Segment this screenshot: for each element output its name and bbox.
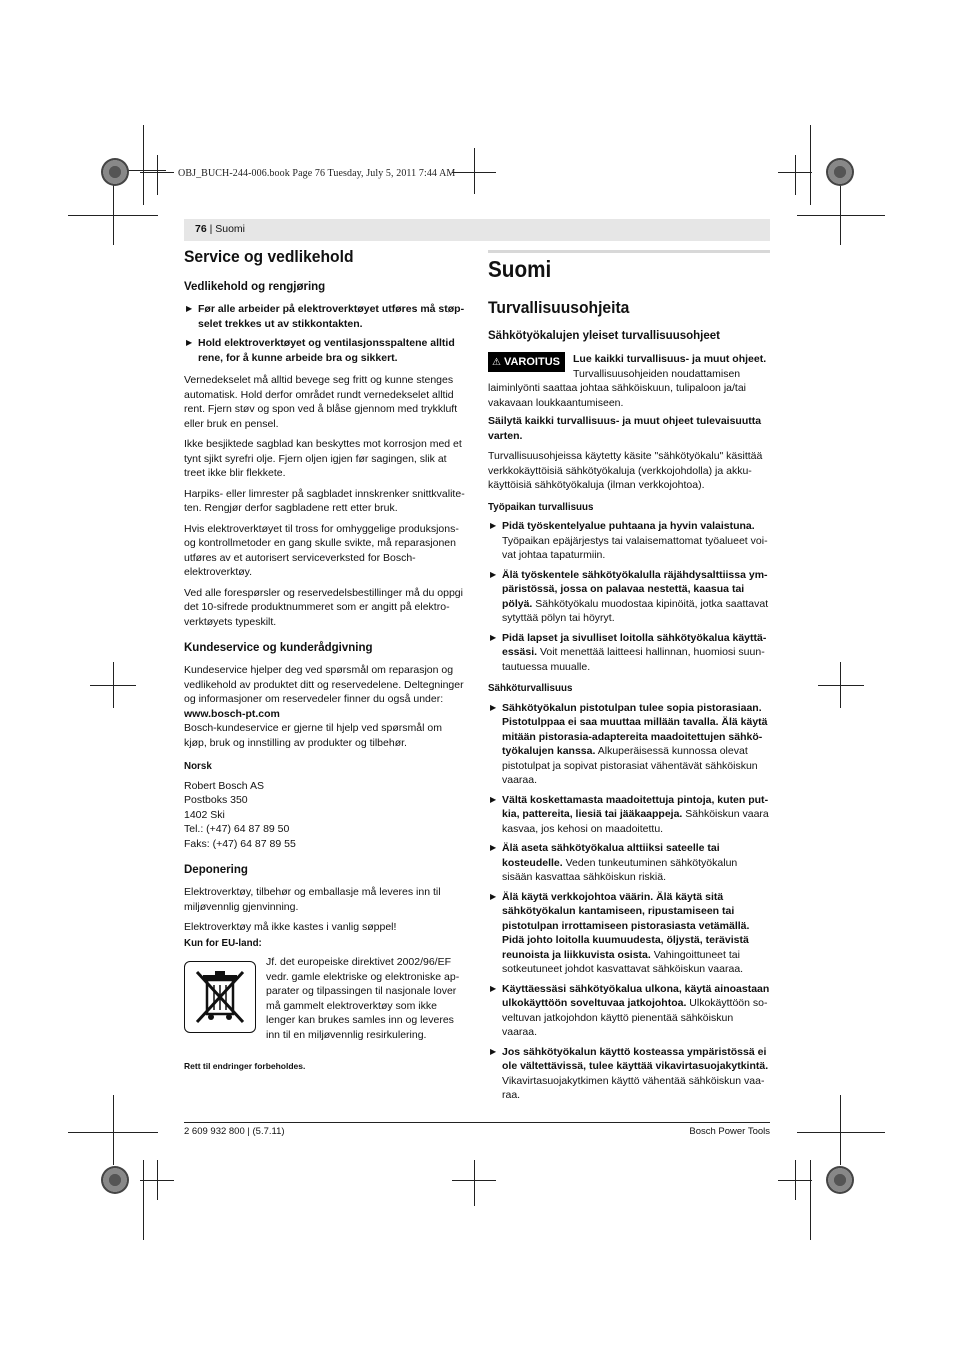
page-number: 76: [195, 223, 207, 235]
paragraph: Hvis elektroverktøyet til tross for omhyggelige produksjons- og kontrollmetoder en gang skulle svikte, må reparasjonen utføres av et autorisert serviceverksted for Bosch-elektroverktøy.: [184, 522, 459, 578]
footer-brand: Bosch Power Tools: [689, 1126, 770, 1137]
crossed-bin-icon: [184, 961, 256, 1033]
list-item: ▶ Vältä koskettamasta maadoitettuja pintoja, kuten putkia, pattereita, liesiä tai jääkaappeja. Sähköiskun vaara kasvaa, jos kehosi on maadoitettu.: [490, 793, 769, 835]
list-item: ▶ Hold elektroverktøyet og ventilasjonsspaltene alltid rene, for å kunne arbeide bra og sikkert.: [186, 337, 455, 364]
electrical-heading: Sähköturvallisuus: [488, 683, 573, 694]
footer-rule: [184, 1122, 770, 1123]
service-title: Service og vedlikehold: [184, 247, 354, 266]
list-item: ▶ Jos sähkötyökalun käyttö kosteassa ympäristössä ei ole vältettävissä, tulee käyttää vikavirtasuojakytkintä. Vikavirtasuojakytkimen käyttö vähentää sähköiskun vaaraa.: [490, 1045, 769, 1101]
maintenance-heading: Vedlikehold og rengjøring: [184, 281, 326, 293]
list-item: ▶ Pidä työskentelyalue puhtaana ja hyvin valaistuna. Työpaikan epäjärjestys tai valaisemattomat työalueet voivat johtaa tapaturmiin.: [490, 520, 768, 561]
customer-service-heading: Kundeservice og kunderådgivning: [184, 642, 373, 654]
country-heading: Norsk: [184, 761, 212, 772]
disposal-heading: Deponering: [184, 864, 248, 876]
paragraph: Turvallisuusohjeissa käytetty käsite "sähkötyökalu" käsittää verkkokäyttöisiä sähkötyökaluja (verkkojohdolla) ja akkukäyttöisiä sähkötyökaluja (ilman verkkojohtoa).: [488, 450, 763, 491]
paragraph: Elektroverktøy, tilbehør og emballasje må leveres inn til miljøvennlig gjenvinning.: [184, 886, 441, 913]
list-item: ▶ Älä työskentele sähkötyökalulla räjähdysalttiissa ympäristössä, jossa on palavaa nestettä, kaasua tai pölyä. Sähkötyökalu muodostaa kipinöitä, jotka saattavat sytyttää pölyn tai höyryt.: [490, 568, 769, 624]
warning-block: ⚠ VAROITUS Lue kaikki turvallisuus- ja muut ohjeet. Turvallisuusohjeiden noudattamisen laiminlyönti saattaa johtaa sähköiskuun, tulipaloon ja/tai vakavaan loukkaantumiseen.: [488, 353, 767, 409]
header-separator: |: [206, 223, 216, 235]
paragraph: Ved alle forespørsler og reservedelsbestillinger må du oppgi det 10-sifrede produktnummeret som er angitt på elektroverktøyets typeskilt.: [184, 586, 463, 628]
paragraph: Harpiks- eller limrester på sagbladet innskrenker snittkvaliteten. Rengjør derfor sagbladene rett etter bruk.: [184, 487, 465, 514]
changes-note: Rett til endringer forbeholdes.: [184, 1061, 306, 1071]
list-item: ▶ Käyttäessäsi sähkötyökalua ulkona, käytä ainoastaan ulkokäyttöön soveltuvaa jatkojohtoa. Ulkokäyttöön soveltuvan jatkojohdon käyttö pienentää sähköiskun vaaraa.: [490, 982, 770, 1038]
eu-heading: Kun for EU-land:: [184, 937, 262, 949]
safety-title: Turvallisuusohjeita: [488, 298, 630, 317]
weee-section: [184, 955, 467, 1057]
paragraph: Elektroverktøy må ikke kastes i vanlig søppel!: [184, 921, 397, 933]
page-header-bar: [184, 219, 770, 241]
paragraph: Ikke besjiktede sagblad kan beskyttes mot korrosjon med et tynt sjikt syrefri olje. Fjern oljen igjen før sagingen, slik at treet ikke blir flekkete.: [184, 438, 462, 479]
keep-instructions: Säilytä kaikki turvallisuus- ja muut ohjeet tulevaisuutta varten.: [488, 415, 762, 442]
page-header: [195, 223, 245, 235]
paragraph: Kundeservice hjelper deg ved spørsmål om reparasjon og vedlikehold av produktet ditt og reservedelene. Deltegninger og informasjoner om reservedeler finner du også under:: [184, 664, 464, 705]
paragraph: Vernedekselet må alltid bevege seg fritt og kunne stenges automatisk. Hold derfor området rundt vernedekselet alltid rent. Fjern støv og spon ved å blåse gjennom med trykkluft eller bruk en pensel.: [184, 374, 458, 430]
list-item: ▶ Sähkötyökalun pistotulpan tulee sopia pistorasiaan. Pistotulppaa ei saa muuttaa millään tavalla. Älä käytä mitään pistorasia-adaptereita maadoitettujen sähkötyökalujen kanssa. Alkuperäisessä kunnossa olevat pistotulpat ja sopivat pistorasiat vähentävät sähköiskun vaaraa.: [490, 701, 768, 786]
list-item: ▶ Pidä lapset ja sivulliset loitolla sähkötyökalua käyttäessäsi. Voit menettää laitteesi hallinnan, huomiosi suuntautuessa muualle.: [490, 631, 767, 673]
warning-badge: ⚠ VAROITUS: [488, 352, 565, 372]
warning-icon: ⚠: [492, 357, 501, 368]
section-title: Suomi: [488, 256, 552, 282]
list-item: ▶ Älä aseta sähkötyökalua alttiiksi sateelle tai kosteudelle. Veden tunkeutuminen sähkötyökalun sisään kasvattaa sähköiskun riskiä.: [490, 842, 738, 883]
right-column: [488, 250, 770, 1108]
eu-directive-text: Jf. det europeiske direktivet 2002/96/EF vedr. gamle elektriske og elektroniske apparater og tilpassingen til nasjonale lover må gammelt elektroverktøy som ikke lenger kan brukes samles inn og leveres inn til en miljøvennlig resirkulering.: [266, 956, 460, 1041]
footer-doc-number: 2 609 932 800 | (5.7.11): [184, 1126, 285, 1137]
customer-url: www.bosch-pt.com: [184, 707, 280, 720]
contact-block: Robert Bosch AS Postboks 350 1402 Ski Tel.: (+47) 64 87 89 50 Faks: (+47) 64 87 89 55: [184, 779, 296, 850]
list-item: ▶ Før alle arbeider på elektroverktøyet utføres må støpselet trekkes ut av stikkontakten.: [186, 303, 465, 330]
list-item: ▶ Älä käytä verkkojohtoa väärin. Älä käytä sitä sähkötyökalun kantamiseen, ripustamiseen tai pistotulpan irrottamiseen pistorasiasta vetämällä. Pidä johto loitolla kuumuudesta, öljystä, terävistä reunoista ja liikkuvista osista. Vahingoittuneet tai sotkeutuneet johdot kasvattavat sähköiskun vaaraa.: [490, 890, 750, 975]
left-column: [184, 246, 467, 1074]
general-safety-heading: Sähkötyökalujen yleiset turvallisuusohjeet: [488, 330, 720, 342]
paragraph: Bosch-kundeservice er gjerne til hjelp ved spørsmål om kjøp, bruk og innstilling av produkter og tilbehør.: [184, 722, 442, 749]
header-section: Suomi: [215, 223, 246, 235]
print-info-line: OBJ_BUCH-244-006.book Page 76 Tuesday, July 5, 2011 7:44 AM: [178, 168, 456, 179]
workplace-heading: Työpaikan turvallisuus: [488, 501, 594, 513]
